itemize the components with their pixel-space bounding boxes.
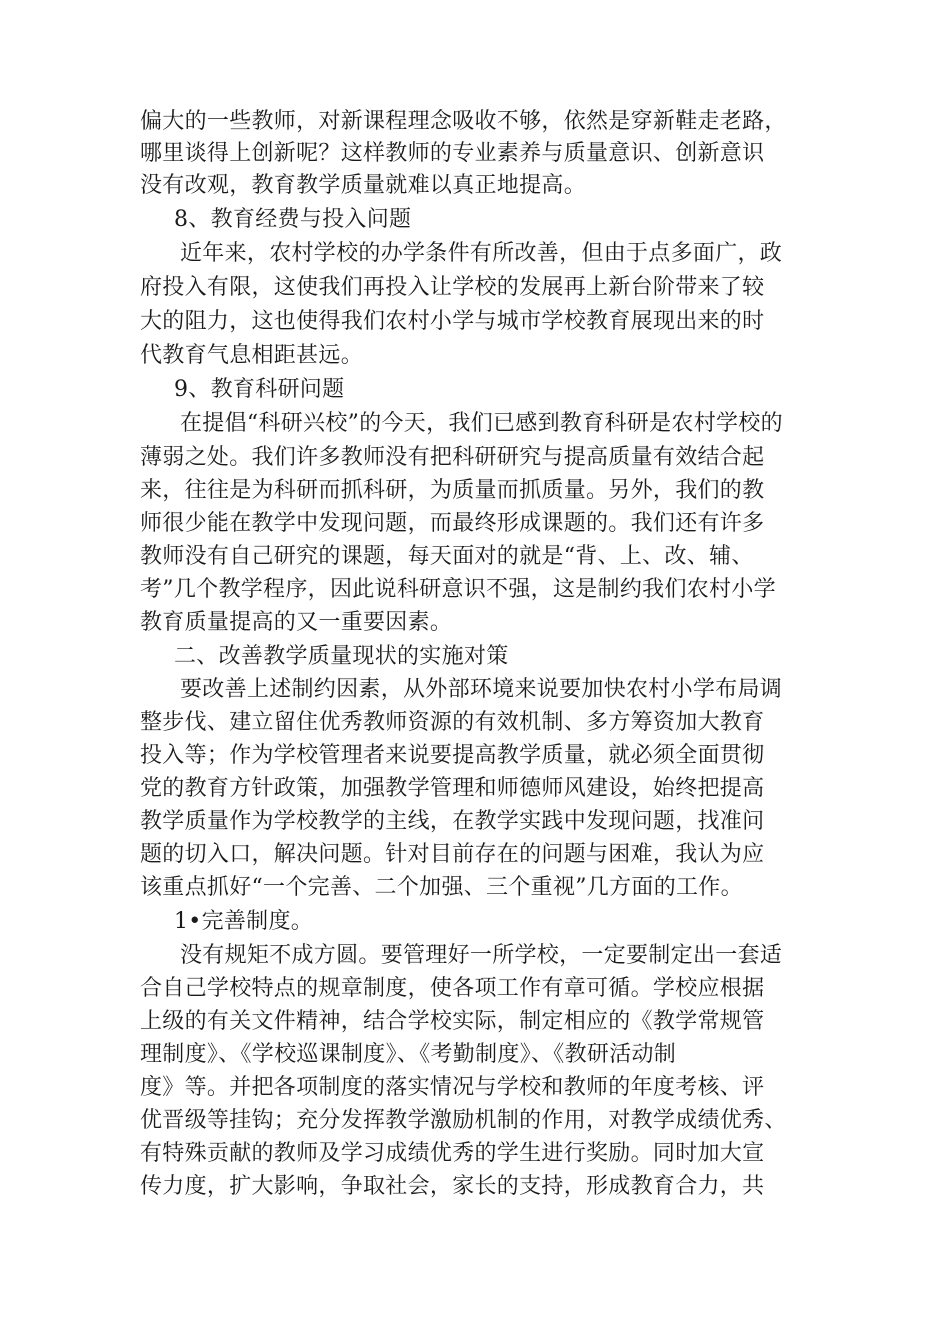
- body-line: 没有改观，教育教学质量就难以真正地提高。: [140, 173, 587, 198]
- section-heading: 1•完善制度。: [174, 909, 314, 934]
- body-line: 优晋级等挂钩；充分发挥教学激励机制的作用，对教学成绩优秀、: [140, 1108, 787, 1133]
- body-line: 偏大的一些教师，对新课程理念吸收不够，依然是穿新鞋走老路，: [140, 109, 787, 134]
- body-line: 合自己学校特点的规章制度，使各项工作有章可循。学校应根据: [140, 976, 765, 1001]
- section-heading: 二、改善教学质量现状的实施对策: [174, 644, 509, 669]
- paragraph-first-line: 没有规矩不成方圆。要管理好一所学校，一定要制定出一套适: [180, 943, 783, 968]
- body-line: 有特殊贡献的教师及学习成绩优秀的学生进行奖励。同时加大宣: [140, 1141, 765, 1166]
- body-line: 度》等。并把各项制度的落实情况与学校和教师的年度考核、评: [140, 1075, 765, 1100]
- body-line: 理制度》、《学校巡课制度》、《考勤制度》、《教研活动制: [140, 1042, 677, 1067]
- body-line: 教育质量提高的又一重要因素。: [140, 610, 453, 635]
- body-line: 大的阻力，这也使得我们农村小学与城市学校教育展现出来的时: [140, 309, 765, 334]
- section-heading: 8、教育经费与投入问题: [174, 207, 412, 232]
- body-line: 题的切入口，解决问题。针对目前存在的问题与困难，我认为应: [140, 842, 765, 867]
- body-line: 来，往往是为科研而抓科研，为质量而抓质量。另外，我们的教: [140, 478, 765, 503]
- paragraph-first-line: 近年来，农村学校的办学条件有所改善，但由于点多面广，政: [180, 241, 783, 266]
- body-line: 哪里谈得上创新呢？这样教师的专业素养与质量意识、创新意识: [140, 141, 765, 166]
- body-line: 师很少能在教学中发现问题，而最终形成课题的。我们还有许多: [140, 511, 765, 536]
- body-line: 考”几个教学程序，因此说科研意识不强，这是制约我们农村小学: [140, 577, 776, 602]
- body-line: 教学质量作为学校教学的主线，在教学实践中发现问题，找准问: [140, 809, 765, 834]
- body-line: 整步伐、建立留住优秀教师资源的有效机制、多方筹资加大教育: [140, 710, 765, 735]
- body-line: 该重点抓好“一个完善、二个加强、三个重视”几方面的工作。: [140, 875, 743, 900]
- section-heading: 9、教育科研问题: [174, 377, 345, 402]
- paragraph-first-line: 要改善上述制约因素，从外部环境来说要加快农村小学布局调: [180, 677, 783, 702]
- body-line: 传力度，扩大影响，争取社会，家长的支持，形成教育合力，共: [140, 1174, 765, 1199]
- body-line: 投入等；作为学校管理者来说要提高教学质量，就必须全面贯彻: [140, 743, 765, 768]
- body-line: 上级的有关文件精神，结合学校实际，制定相应的《教学常规管: [140, 1009, 765, 1034]
- body-line: 教师没有自己研究的课题，每天面对的就是“背、上、改、辅、: [140, 544, 754, 569]
- paragraph-first-line: 在提倡“科研兴校”的今天，我们已感到教育科研是农村学校的: [180, 411, 783, 436]
- body-line: 府投入有限，这使我们再投入让学校的发展再上新台阶带来了较: [140, 275, 765, 300]
- body-line: 薄弱之处。我们许多教师没有把科研研究与提高质量有效结合起: [140, 445, 765, 470]
- body-line: 党的教育方针政策，加强教学管理和师德师风建设，始终把提高: [140, 776, 765, 801]
- body-line: 代教育气息相距甚远。: [140, 343, 364, 368]
